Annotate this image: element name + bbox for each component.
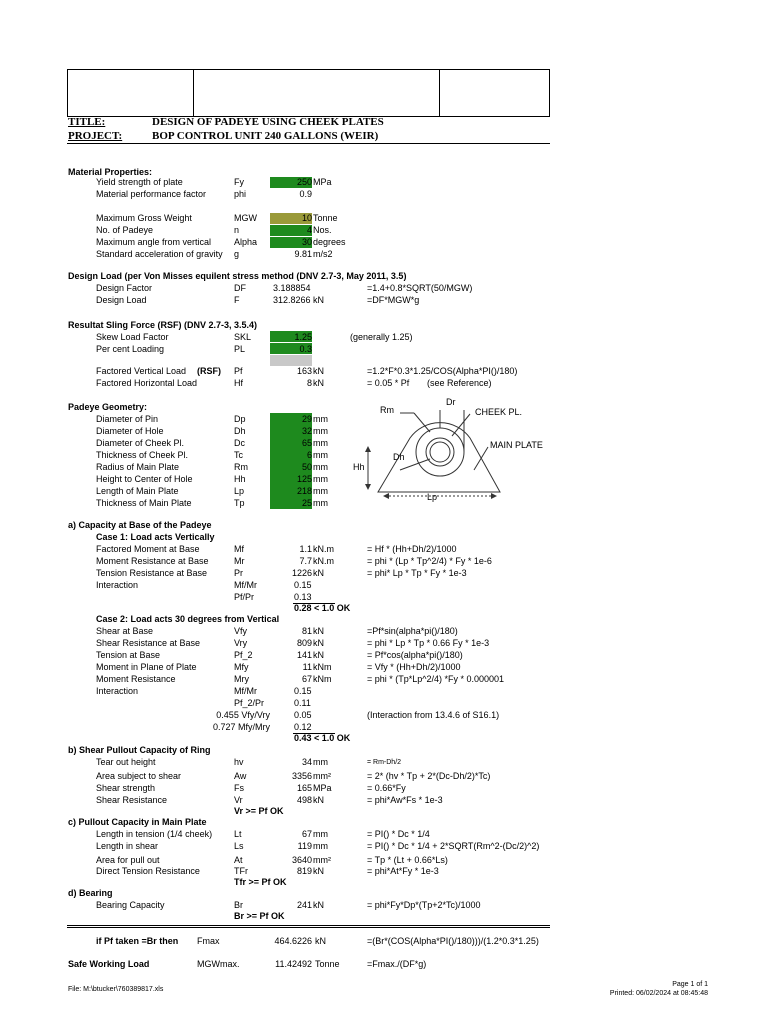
section-b-result: Vr >= Pf OK (234, 806, 284, 816)
fmax-sym: Fmax (197, 936, 220, 946)
swl-unit: Tonne (315, 959, 340, 969)
title-value: DESIGN OF PADEYE USING CHEEK PLATES (152, 116, 384, 128)
section-c-result: Tfr >= Pf OK (234, 877, 287, 887)
project-label: PROJECT: (68, 130, 123, 142)
swl-formula: =Fmax./(DF*g) (367, 959, 427, 969)
project-value: BOP CONTROL UNIT 240 GALLONS (WEIR) (152, 130, 379, 142)
geometry-heading: Padeye Geometry: (68, 402, 148, 412)
padeye-diagram (340, 390, 560, 515)
diagram-label-dr: Dr (446, 397, 456, 407)
case1-result: 0.28 < 1.0 OK (294, 603, 351, 613)
section-d-heading: d) Bearing (68, 888, 113, 898)
section-d-result: Br >= Pf OK (234, 911, 285, 921)
case2-result: 0.43 < 1.0 OK (294, 733, 351, 743)
footer-page: Page 1 of 1 (672, 981, 708, 988)
section-c-heading: c) Pullout Capacity in Main Plate (68, 817, 207, 827)
case2-heading: Case 2: Load acts 30 degrees from Vertical (96, 614, 280, 624)
swl-label: Safe Working Load (68, 959, 150, 969)
section-a-heading: a) Capacity at Base of the Padeye (68, 520, 212, 530)
material-heading: Material Properties: (68, 167, 153, 177)
diagram-label-cheek: CHEEK PL. (475, 407, 523, 417)
blank-cell (270, 355, 312, 366)
separator (67, 925, 550, 926)
fmax-formula: =(Br*(COS(Alpha*PI()/180)))/(1.2*0.3*1.25) (367, 936, 539, 946)
diagram-label-dh: Dh (393, 452, 405, 462)
footer-printed: Printed: 06/02/2024 at 08:45:48 (609, 990, 708, 997)
swl-val: 11.42492 (275, 959, 312, 969)
diagram-label-rm: Rm (380, 405, 394, 415)
title-label: TITLE: (68, 116, 106, 128)
design-load-heading: Design Load (per Von Misses equilent stress method (DNV 2.7-3, May 2011, 3.5) (68, 271, 407, 281)
diagram-label-main: MAIN PLATE (490, 440, 543, 450)
footer-file: File: M:\btucker\760389817.xls (68, 986, 164, 993)
fmax-unit: kN (315, 936, 326, 946)
title-underline (67, 143, 550, 144)
fmax-val: 464.6226 (274, 936, 312, 946)
case1-heading: Case 1: Load acts Vertically (96, 532, 215, 542)
pf-label: if Pf taken =Br then (96, 936, 179, 946)
swl-sym: MGWmax. (197, 959, 240, 969)
section-b-heading: b) Shear Pullout Capacity of Ring (68, 745, 211, 755)
separator (67, 927, 550, 928)
diagram-label-hh: Hh (353, 462, 365, 472)
diagram-label-lp: Lp (427, 492, 438, 502)
rsf-heading: Resultat Sling Force (RSF) (DNV 2.7-3, 3.5.4) (68, 320, 258, 330)
